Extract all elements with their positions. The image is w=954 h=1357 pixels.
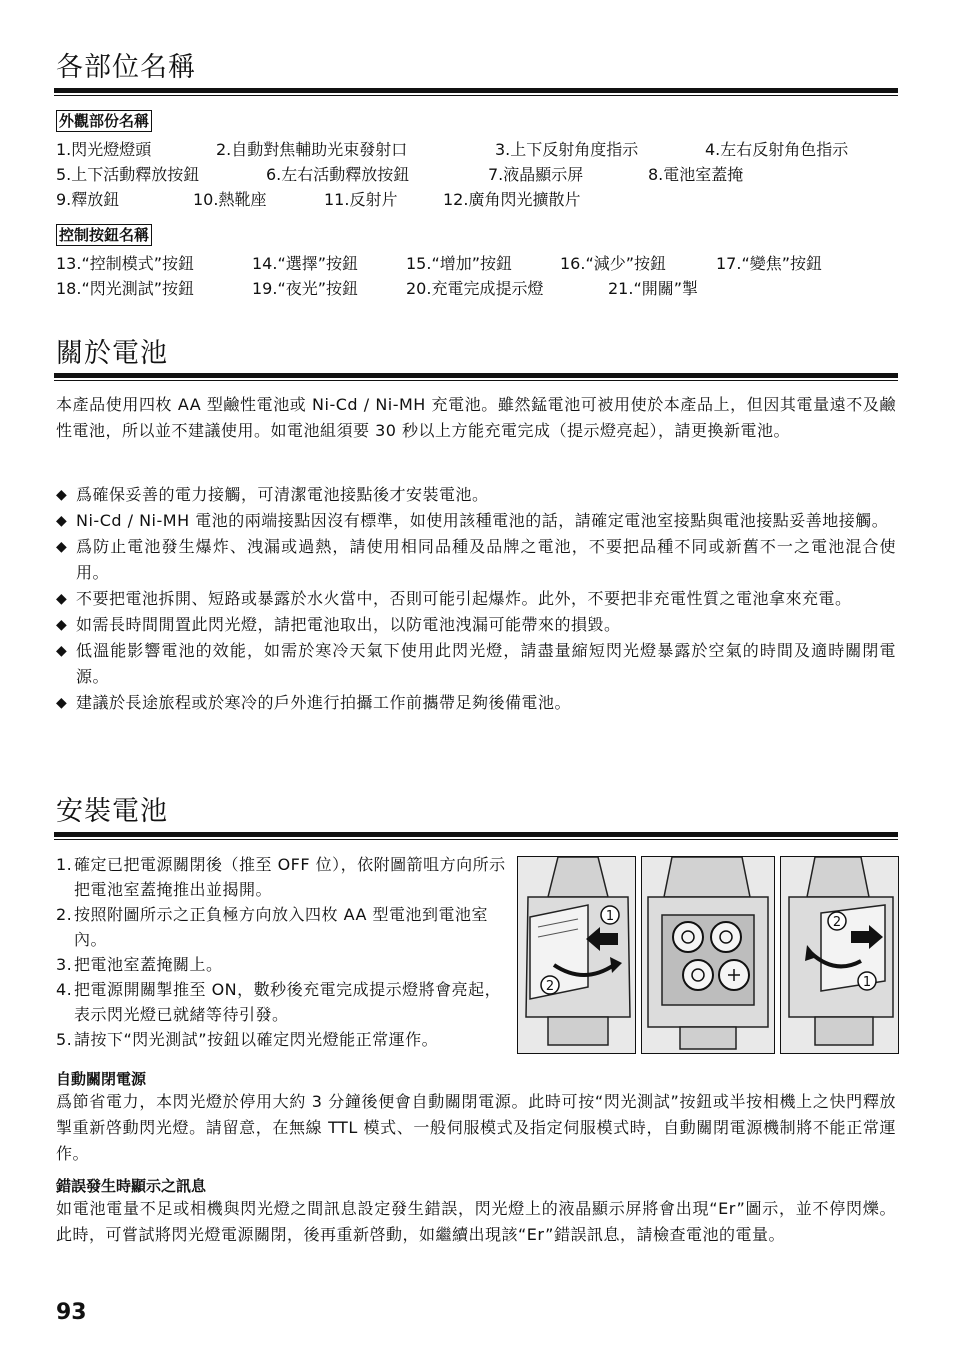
part-item: 1.閃光燈燈頭 — [56, 140, 152, 159]
control-item: 20.充電完成提示燈 — [406, 279, 544, 298]
exterior-parts-label: 外觀部份名稱 — [56, 110, 152, 132]
part-item: 9.釋放鈕 — [56, 190, 120, 209]
auto-off-text: 爲節省電力，本閃光燈於停用大約 3 分鐘後便會自動關閉電源。此時可按“閃光測試”按鈕或半按相機上之快門釋放掣重新啓動閃光燈。請留意，在無線 TTL 模式、一般伺服模式及指定伺服模式時，自動關閉電源機制將不能正常運作。 — [56, 1092, 896, 1163]
list-item — [56, 638, 896, 690]
control-item: 21.“開關”掣 — [608, 279, 699, 298]
list-item — [56, 586, 896, 612]
bullet-text: 建議於長途旅程或於寒冷的戶外進行拍攝工作前攜帶足夠後備電池。 — [76, 693, 572, 712]
part-item: 8.電池室蓋掩 — [648, 165, 744, 184]
diamond-bullet-icon: ◆ — [56, 487, 68, 503]
step-number: 2. — [56, 905, 73, 924]
list-item — [56, 852, 510, 902]
section-divider — [54, 373, 898, 381]
list-item — [56, 690, 896, 716]
bullet-text: 不要把電池拆開、短路或暴露於水火當中，否則可能引起爆炸。此外，不要把非充電性質之電池拿來充電。 — [76, 589, 852, 608]
bullet-text: Ni-Cd / Ni-MH 電池的兩端接點因沒有標準，如使用該種電池的話，請確定電池室接點與電池接點妥善地接觸。 — [76, 511, 889, 530]
step-text: 確定已把電源關閉後（推至 OFF 位），依附圖箭咀方向所示把電池室蓋掩推出並揭開。 — [74, 855, 506, 899]
list-item — [56, 977, 510, 1027]
part-item: 4.左右反射角色指示 — [705, 140, 849, 159]
section-divider — [54, 88, 898, 96]
list-item — [56, 1027, 510, 1052]
bullet-text: 爲確保妥善的電力接觸，可清潔電池接點後才安裝電池。 — [76, 485, 489, 504]
diamond-bullet-icon: ◆ — [56, 513, 68, 529]
error-heading: 錯誤發生時顯示之訊息 — [56, 1177, 207, 1195]
control-item: 19.“夜光”按鈕 — [252, 279, 359, 298]
step-text: 把電源開關掣推至 ON，數秒後充電完成提示燈將會亮起，表示閃光燈已就緒等待引發。 — [74, 980, 502, 1024]
marker-two: 2 — [832, 915, 842, 930]
part-item: 10.熱靴座 — [193, 190, 267, 209]
step-text: 請按下“閃光測試”按鈕以確定閃光燈能正常運作。 — [74, 1030, 439, 1049]
section-title-install: 安裝電池 — [56, 796, 168, 827]
control-buttons-label: 控制按鈕名稱 — [56, 224, 152, 246]
install-steps — [56, 852, 510, 1052]
list-item — [56, 508, 896, 534]
diamond-bullet-icon: ◆ — [56, 539, 68, 555]
step-number: 1. — [56, 855, 73, 874]
page-number: 93 — [56, 1300, 87, 1325]
list-item — [56, 612, 896, 638]
control-item: 17.“變焦”按鈕 — [716, 254, 823, 273]
bullet-text: 低溫能影響電池的效能，如需於寒冷天氣下使用此閃光燈，請盡量縮短閃光燈暴露於空氣的時間及適時關閉電源。 — [76, 641, 896, 686]
bullet-text: 如需長時間閒置此閃光燈，請把電池取出，以防電池洩漏可能帶來的損毀。 — [76, 615, 621, 634]
control-item: 15.“增加”按鈕 — [406, 254, 513, 273]
control-item: 18.“閃光測試”按鈕 — [56, 279, 195, 298]
auto-off-heading: 自動關閉電源 — [56, 1070, 147, 1088]
control-item: 14.“選擇”按鈕 — [252, 254, 359, 273]
control-item: 13.“控制模式”按鈕 — [56, 254, 195, 273]
section-title-battery: 關於電池 — [56, 338, 168, 369]
marker-two: 2 — [545, 979, 555, 994]
step-text: 把電池室蓋掩關上。 — [74, 955, 223, 974]
diamond-bullet-icon: ◆ — [56, 695, 68, 711]
illustration-insert-batteries — [641, 856, 775, 1054]
part-item: 12.廣角閃光擴散片 — [443, 190, 581, 209]
part-item: 2.自動對焦輔助光束發射口 — [216, 140, 408, 159]
list-item — [56, 902, 510, 952]
battery-intro: 本產品使用四枚 AA 型鹼性電池或 Ni-Cd / Ni-MH 充電池。雖然錳電池可被用使於本產品上，但因其電量遠不及鹼性電池，所以並不建議使用。如電池組須要 30 秒以上方能充電完成（提示燈亮起），請更換新電池。 — [56, 395, 896, 440]
error-text: 如電池電量不足或相機與閃光燈之間訊息設定發生錯誤，閃光燈上的液晶顯示屏將會出現“Er”圖示，並不停閃爍。此時，可嘗試將閃光燈電源關閉，後再重新啓動，如繼續出現該“Er”錯誤訊息，請檢查電池的電量。 — [56, 1199, 896, 1244]
part-item: 7.液晶顯示屏 — [488, 165, 584, 184]
illustration-open-cover — [517, 856, 636, 1054]
part-item: 5.上下活動釋放按鈕 — [56, 165, 200, 184]
section-divider — [54, 832, 898, 840]
step-number: 5. — [56, 1030, 73, 1049]
bullet-text: 爲防止電池發生爆炸、洩漏或過熱，請使用相同品種及品牌之電池，不要把品種不同或新舊不一之電池混合使用。 — [76, 537, 896, 582]
step-number: 4. — [56, 980, 73, 999]
list-item — [56, 482, 896, 508]
illustration-close-cover — [780, 856, 899, 1054]
battery-precautions — [56, 482, 896, 716]
list-item — [56, 952, 510, 977]
part-item: 3.上下反射角度指示 — [495, 140, 639, 159]
marker-one: 1 — [605, 909, 615, 924]
part-item: 6.左右活動釋放按鈕 — [266, 165, 410, 184]
diamond-bullet-icon: ◆ — [56, 617, 68, 633]
list-item — [56, 534, 896, 586]
diamond-bullet-icon: ◆ — [56, 591, 68, 607]
step-number: 3. — [56, 955, 73, 974]
step-text: 按照附圖所示之正負極方向放入四枚 AA 型電池到電池室內。 — [74, 905, 489, 949]
control-item: 16.“減少”按鈕 — [560, 254, 667, 273]
marker-one: 1 — [862, 975, 872, 990]
diamond-bullet-icon: ◆ — [56, 643, 68, 659]
part-item: 11.反射片 — [324, 190, 398, 209]
section-title-parts: 各部位名稱 — [56, 52, 196, 83]
